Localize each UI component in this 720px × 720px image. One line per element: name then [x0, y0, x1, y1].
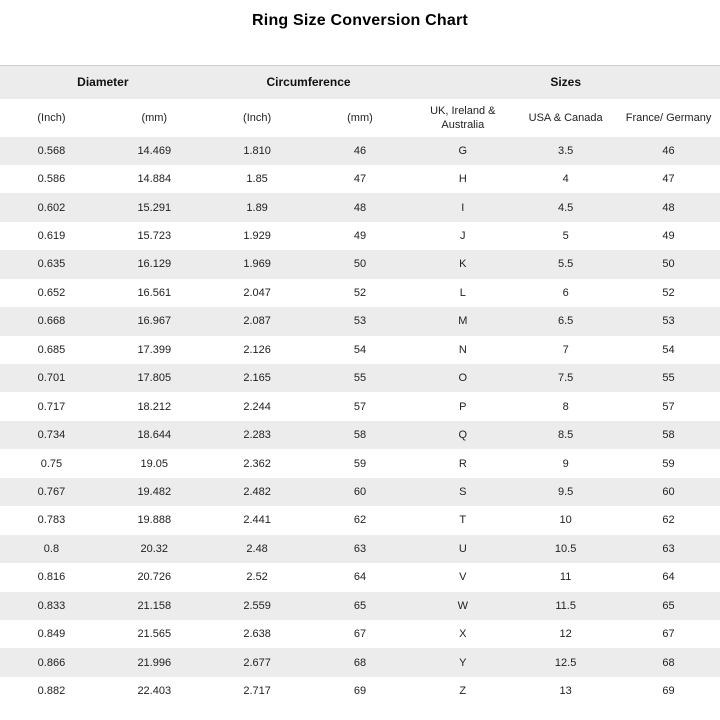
table-cell: 2.047	[243, 286, 271, 299]
table-cell: 7	[562, 343, 569, 356]
table-cell: 0.685	[37, 343, 66, 356]
table-cell: 4	[562, 173, 569, 186]
col-header-usa-canada: USA & Canada	[514, 99, 617, 137]
table-head	[0, 66, 720, 137]
table-cell: 55	[353, 372, 367, 385]
table-cell: 13	[559, 685, 572, 698]
table-cell: 6.5	[557, 315, 574, 328]
table-cell: 0.668	[37, 315, 66, 328]
table-cell: 50	[662, 258, 675, 271]
table-cell: 2.126	[243, 343, 271, 356]
table-cell: 49	[353, 230, 367, 243]
table-cell: 2.165	[243, 372, 271, 385]
table-cell: P	[459, 400, 467, 413]
table-cell: 10	[559, 514, 572, 527]
table-cell: 6	[562, 286, 569, 299]
table-cell: 2.362	[243, 457, 271, 470]
table-cell: 18.644	[137, 429, 172, 442]
table-cell: 1.89	[246, 201, 268, 214]
table-cell: 54	[353, 343, 367, 356]
table-cell: 52	[662, 286, 675, 299]
table-cell: 52	[353, 286, 367, 299]
table-cell: L	[459, 286, 466, 299]
table-cell: 47	[353, 173, 367, 186]
table-cell: 1.969	[243, 258, 271, 271]
table-cell: 11.5	[555, 599, 576, 612]
table-cell: 67	[353, 628, 367, 641]
table-cell: 7.5	[557, 372, 574, 385]
group-header-sizes: Sizes	[411, 66, 720, 99]
table-row	[0, 165, 720, 193]
table-cell: 2.638	[243, 628, 271, 641]
table-cell: 1.810	[243, 144, 271, 157]
table-cell: 53	[662, 315, 675, 328]
table-cell: 12	[559, 628, 572, 641]
table-cell: 2.717	[243, 685, 271, 698]
table-cell: 10.5	[554, 542, 577, 555]
table-cell: 0.816	[37, 571, 66, 584]
table-row	[0, 506, 720, 534]
table-cell: 0.652	[37, 286, 66, 299]
table-cell: 0.602	[37, 201, 66, 214]
ring-size-conversion-table	[0, 65, 720, 705]
table-cell: 2.283	[243, 429, 271, 442]
table-cell: 62	[353, 514, 367, 527]
table-row	[0, 137, 720, 165]
table-cell: 16.967	[137, 315, 172, 328]
table-cell: 11	[559, 571, 572, 584]
table-cell: 64	[353, 571, 367, 584]
table-cell: I	[461, 201, 465, 214]
table-cell: 59	[662, 457, 675, 470]
col-header-diameter-mm: (mm)	[103, 99, 206, 137]
table-row	[0, 336, 720, 364]
table-cell: 0.568	[37, 144, 66, 157]
table-cell: 0.619	[37, 230, 66, 243]
table-row	[0, 250, 720, 278]
table-cell: M	[458, 315, 468, 328]
table-cell: 64	[662, 571, 675, 584]
group-header-diameter: Diameter	[0, 66, 206, 99]
table-row	[0, 421, 720, 449]
table-cell: 0.75	[40, 457, 63, 470]
table-cell: 63	[353, 542, 367, 555]
table-row	[0, 449, 720, 477]
col-header-circumference-mm: (mm)	[309, 99, 412, 137]
table-row	[0, 364, 720, 392]
table-cell: U	[458, 542, 467, 555]
table-cell: 69	[662, 685, 675, 698]
table-cell: 0.717	[37, 400, 66, 413]
table-cell: 1.85	[246, 173, 268, 186]
table-cell: 2.48	[246, 542, 268, 555]
table-cell: 0.833	[37, 599, 66, 612]
table-row	[0, 563, 720, 591]
table-cell: 62	[662, 514, 675, 527]
table-cell: 9.5	[557, 485, 574, 498]
table-row	[0, 677, 720, 705]
table-cell: 14.469	[137, 144, 172, 157]
table-cell: 49	[662, 230, 675, 243]
table-cell: 2.441	[243, 514, 271, 527]
table-cell: 2.087	[243, 315, 271, 328]
table-cell: 19.05	[140, 457, 169, 470]
table-cell: 2.52	[246, 571, 268, 584]
table-cell: 4.5	[557, 201, 574, 214]
table-cell: 57	[353, 400, 367, 413]
table-cell: K	[459, 258, 467, 271]
table-cell: 0.734	[37, 429, 66, 442]
table-row	[0, 193, 720, 221]
table-cell: 8	[562, 400, 569, 413]
table-cell: 0.783	[37, 514, 66, 527]
table-cell: 16.129	[137, 258, 172, 271]
table-cell: 0.635	[37, 258, 66, 271]
table-cell: 19.482	[137, 485, 172, 498]
col-header-diameter-inch: (Inch)	[0, 99, 103, 137]
table-cell: 15.723	[137, 230, 172, 243]
table-cell: 48	[353, 201, 367, 214]
table-cell: 5	[562, 230, 569, 243]
table-cell: V	[459, 571, 467, 584]
table-cell: 60	[662, 485, 675, 498]
group-header-row	[0, 66, 720, 99]
table-cell: 46	[662, 144, 675, 157]
table-cell: J	[460, 230, 466, 243]
table-cell: 69	[353, 685, 367, 698]
table-cell: 48	[662, 201, 675, 214]
table-row	[0, 392, 720, 420]
table-row	[0, 478, 720, 506]
table-cell: 22.403	[137, 685, 172, 698]
table-row	[0, 307, 720, 335]
table-cell: T	[459, 514, 467, 527]
table-cell: W	[457, 599, 468, 612]
col-header-uk-ireland-australia: UK, Ireland & Australia	[411, 99, 514, 137]
table-body	[0, 137, 720, 706]
table-cell: 68	[353, 656, 367, 669]
col-header-circumference-inch: (Inch)	[206, 99, 309, 137]
table-cell: H	[458, 173, 467, 186]
table-cell: 65	[353, 599, 367, 612]
table-cell: 58	[662, 429, 675, 442]
table-cell: 50	[353, 258, 367, 271]
table-cell: 54	[662, 343, 675, 356]
table-cell: 65	[662, 599, 675, 612]
table-cell: 15.291	[137, 201, 172, 214]
table-cell: 20.32	[140, 542, 169, 555]
table-row	[0, 279, 720, 307]
group-header-circumference: Circumference	[206, 66, 412, 99]
table-cell: 46	[353, 144, 367, 157]
table-cell: O	[458, 372, 468, 385]
table-cell: 0.8	[43, 542, 60, 555]
table-cell: Q	[458, 429, 468, 442]
table-cell: 2.559	[243, 599, 271, 612]
table-cell: 68	[662, 656, 675, 669]
table-cell: 2.677	[243, 656, 271, 669]
column-header-row	[0, 99, 720, 137]
table-cell: 21.158	[137, 599, 172, 612]
table-cell: Y	[459, 656, 467, 669]
table-cell: 18.212	[137, 400, 172, 413]
table-row	[0, 620, 720, 648]
table-cell: 0.767	[37, 485, 66, 498]
table-cell: 60	[353, 485, 367, 498]
table-cell: 59	[353, 457, 367, 470]
table-cell: 63	[662, 542, 675, 555]
table-cell: 0.882	[37, 685, 66, 698]
table-row	[0, 648, 720, 676]
table-cell: 17.399	[137, 343, 172, 356]
table-cell: Z	[459, 685, 467, 698]
table-cell: 20.726	[137, 571, 172, 584]
table-cell: 17.805	[137, 372, 172, 385]
table-cell: 55	[662, 372, 675, 385]
table-row	[0, 222, 720, 250]
table-cell: X	[459, 628, 467, 641]
table-cell: N	[458, 343, 467, 356]
table-cell: 12.5	[554, 656, 577, 669]
table-cell: 57	[662, 400, 675, 413]
table-cell: 47	[662, 173, 675, 186]
table-cell: 19.888	[137, 514, 172, 527]
table-cell: 8.5	[557, 429, 574, 442]
table-cell: 58	[353, 429, 367, 442]
table-cell: S	[459, 485, 467, 498]
table-cell: 0.586	[37, 173, 66, 186]
table-cell: 0.701	[37, 372, 66, 385]
table-cell: 0.849	[37, 628, 66, 641]
page-title: Ring Size Conversion Chart	[252, 12, 468, 29]
table-cell: 2.482	[243, 485, 271, 498]
table-cell: 2.244	[243, 400, 271, 413]
table-cell: 3.5	[557, 144, 574, 157]
table-cell: 16.561	[137, 286, 172, 299]
table-cell: 1.929	[243, 230, 271, 243]
table-cell: 0.866	[37, 656, 66, 669]
table-cell: 53	[353, 315, 367, 328]
table-row	[0, 592, 720, 620]
table-cell: 9	[562, 457, 569, 470]
table-cell: 14.884	[137, 173, 172, 186]
table-cell: 67	[662, 628, 675, 641]
table-cell: R	[458, 457, 467, 470]
table-cell: G	[458, 144, 468, 157]
table-row	[0, 535, 720, 563]
table-cell: 5.5	[557, 258, 574, 271]
table-cell: 21.996	[137, 656, 172, 669]
table-cell: 21.565	[137, 628, 172, 641]
col-header-france-germany: France/ Germany	[617, 99, 720, 137]
